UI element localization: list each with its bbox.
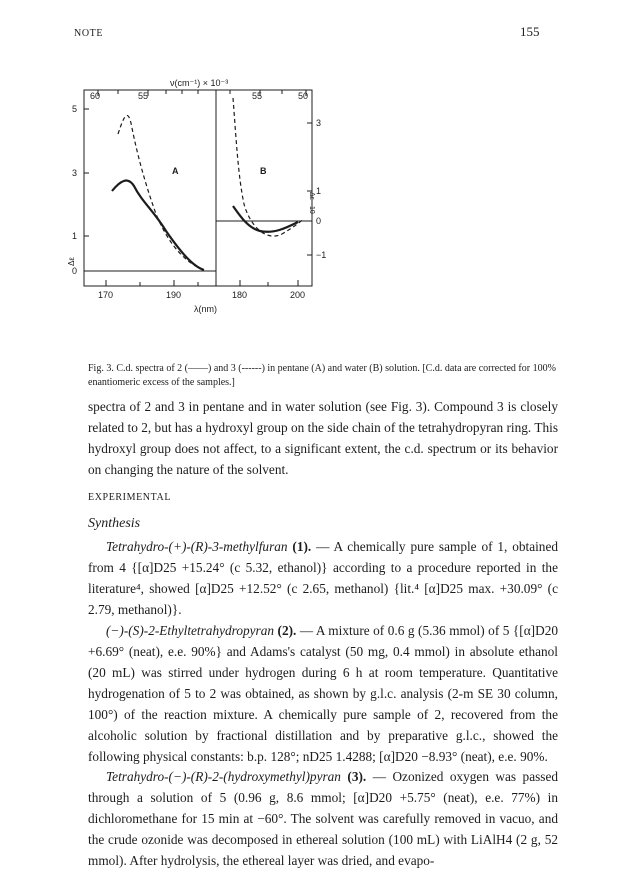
bottom-axis-ticks bbox=[106, 280, 298, 286]
experimental-heading: EXPERIMENTAL bbox=[88, 492, 172, 503]
compound-3-paragraph bbox=[88, 766, 558, 871]
panel-A-dashed-curve bbox=[118, 115, 204, 270]
panel-B-solid-curve bbox=[233, 206, 298, 232]
right-tick-minus1: −1 bbox=[316, 250, 327, 260]
left-axis-label: Δε bbox=[67, 257, 76, 266]
bottom-tick-200: 200 bbox=[290, 290, 306, 300]
panel-A-frame bbox=[84, 90, 216, 286]
intro-paragraph: spectra of 2 and 3 in pentane and in water solution (see Fig. 3). Compound 3 is closely related to 2, but has a hydroxyl group on the side chain of the tetrahydropyran ring. This hydroxyl group does not affect, to a significant extent, the c.d. spectrum or its behavior on changing the nature of the solvent. bbox=[88, 399, 558, 477]
panel-A-label: A bbox=[172, 166, 179, 176]
running-header: NOTE bbox=[74, 28, 104, 39]
bottom-axis-label: λ(nm) bbox=[194, 304, 217, 314]
top-tick-55-right: 55 bbox=[252, 91, 263, 101]
bottom-tick-190: 190 bbox=[166, 290, 182, 300]
y-tick-1: 1 bbox=[72, 231, 78, 241]
right-tick-0: 0 bbox=[316, 216, 322, 226]
cd-spectra-figure bbox=[67, 76, 340, 316]
compound-2-text: — A mixture of 0.6 g (5.36 mmol) of 5 {[α]D20 +6.69° (neat), e.e. 90%} and Adams's catalyst (50 mg, 0.4 mmol) in absolute ethanol (20 mL) was stirred under hydrogen during 6 h at room temperature. Quantitative hydrogenation of 5 to 2 was obtained, as shown by g.l.c. analysis (2-m SE 30 column, 100°) of the reaction mixture. A chemically pure sample of 2, recovered from the alcoholic solution by fractional distillation and by preparative g.l.c., showed the following physical constants: b.p. 128°; nD25 1.4288; [α]D20 −8.93° (neat), e.e. 90%. bbox=[88, 623, 559, 764]
compound-3-name: Tetrahydro-(−)-(R)-2-(hydroxymethyl)pyran bbox=[106, 769, 341, 784]
right-tick-1: 1 bbox=[316, 186, 322, 196]
compound-2-name: (−)-(S)-2-Ethyltetrahydropyran bbox=[106, 623, 274, 638]
bottom-tick-170: 170 bbox=[98, 290, 114, 300]
y-tick-0: 0 bbox=[72, 266, 78, 276]
top-tick-50: 50 bbox=[298, 91, 309, 101]
top-axis-ticks bbox=[98, 90, 306, 96]
top-axis-label: ν(cm⁻¹) × 10⁻³ bbox=[170, 78, 229, 88]
compound-3-text: — Ozonized oxygen was passed through a solution of 5 (0.96 g, 8.6 mmol; [α]D20 +5.75° (neat), e.e. 77%) in dichloromethane for 15 min at −60°. The solvent was carefully removed in vacuo, and the crude ozonide was decomposed in ethereal solution (100 mL) with LiAlH4 (2 g, 52 mmol). After hydrolysis, the ethereal layer was dried, and evapo- bbox=[88, 769, 559, 868]
synthesis-heading: Synthesis bbox=[88, 516, 141, 531]
right-axis-label: Δε · 10 bbox=[308, 192, 315, 214]
top-tick-55-left: 55 bbox=[138, 91, 149, 101]
panel-B-label: B bbox=[260, 166, 267, 176]
y-tick-5: 5 bbox=[72, 104, 78, 114]
panel-B-dashed-curve bbox=[233, 98, 302, 236]
right-tick-3: 3 bbox=[316, 118, 322, 128]
compound-1-paragraph bbox=[88, 536, 558, 620]
panel-B-frame bbox=[216, 90, 312, 286]
compound-1-number: (1). bbox=[292, 539, 312, 554]
left-y-ticks bbox=[84, 109, 89, 271]
compound-1-name: Tetrahydro-(+)-(R)-3-methylfuran bbox=[106, 539, 288, 554]
compound-1-text: — A chemically pure sample of 1, obtained from 4 {[α]D25 +15.24° (c 5.32, ethanol)} according to a procedure reported in the literature⁴, showed [α]D25 +12.52° (c 2.65, methanol) {lit.⁴ [α]D25 max. +30.09° (c 2.79, methanol)}. bbox=[88, 539, 558, 617]
compound-3-number: (3). bbox=[347, 769, 367, 784]
bottom-tick-180: 180 bbox=[232, 290, 248, 300]
panel-A-solid-curve bbox=[112, 181, 204, 270]
compound-2-paragraph bbox=[88, 620, 558, 767]
right-y-ticks bbox=[307, 123, 312, 255]
page-number: 155 bbox=[520, 24, 540, 39]
top-tick-60: 60 bbox=[90, 91, 101, 101]
compound-2-number: (2). bbox=[277, 623, 297, 638]
figure-caption: Fig. 3. C.d. spectra of 2 (——) and 3 (------) in pentane (A) and water (B) solution. [C.d. data are corrected for 100% enantiomeric excess of the samples.] bbox=[88, 363, 556, 388]
y-tick-3: 3 bbox=[72, 168, 78, 178]
